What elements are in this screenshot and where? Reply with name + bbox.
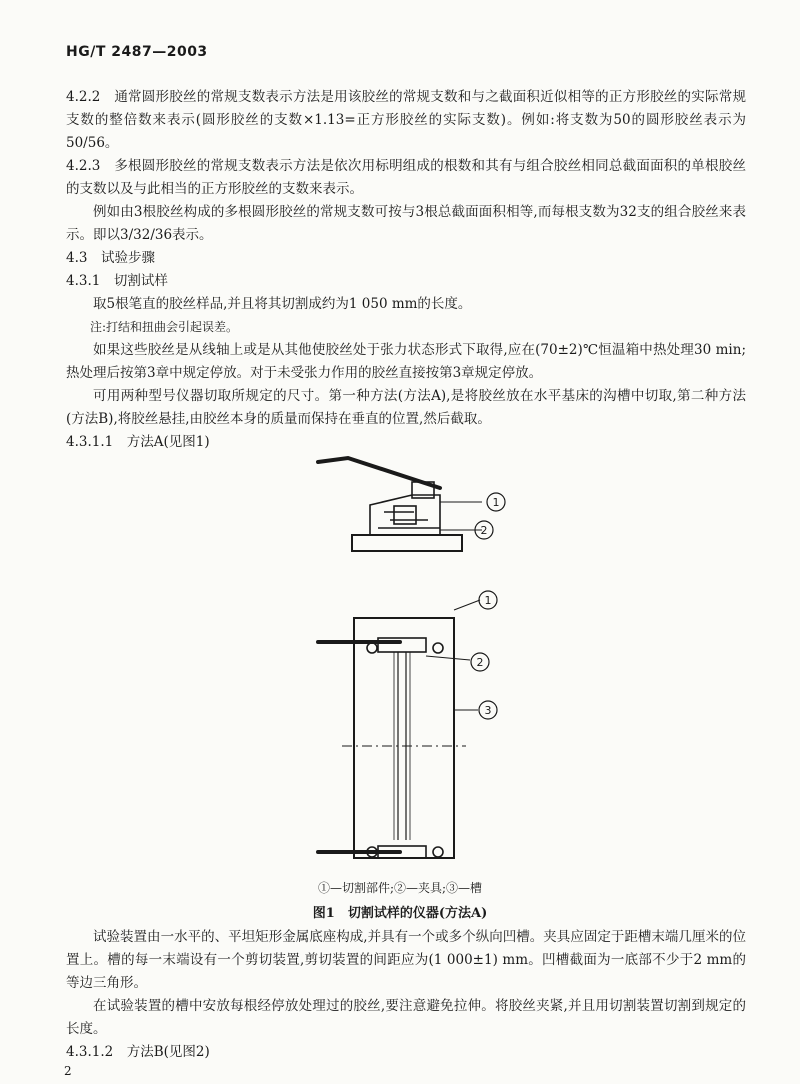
figure-1-apparatus-drawing [290, 450, 530, 870]
page-number: 2 [64, 1064, 72, 1078]
heat-treatment-paragraph: 如果这些胶丝是从线轴上或是从其他使胶丝处于张力状态形式下取得,应在(70±2)℃恒温箱中热处理30 min;热处理后按第3章中规定停放。对于未受张力作用的胶丝直接按第3章规定停放。 [66, 342, 746, 381]
figure-title: 图1 切割试样的仪器(方法A) [312, 906, 488, 921]
section-4-3-1-heading: 4.3.1 切割试样 [66, 273, 168, 289]
section-4-3-heading: 4.3 试验步骤 [66, 250, 155, 266]
device-description-paragraph: 试验装置由一水平的、平坦矩形金属底座构成,并具有一个或多个纵向凹槽。夹具应固定于距槽末端几厘米的位置上。槽的每一末端设有一个剪切装置,剪切装置的间距应为(1 000±1) mm。凹槽截面为一底部不少于2 mm的等边三角形。 [66, 929, 746, 991]
callout-label: 3 [484, 704, 492, 717]
callout-1-plan [479, 591, 497, 609]
section-4-3-1-2-heading: 4.3.1.2 方法B(见图2) [66, 1044, 210, 1060]
note: 注:打结和扭曲会引起误差。 [90, 320, 239, 334]
side-view [318, 458, 482, 551]
callout-3-plan [479, 701, 497, 719]
callout-label: 2 [480, 524, 488, 537]
callout-2-plan [471, 653, 489, 671]
figure-parts-caption: ①—切割部件;②—夹具;③—槽 [317, 881, 483, 895]
callout-label: 1 [492, 496, 500, 509]
paragraph-4-2-3: 4.2.3 多根圆形胶丝的常规支数表示方法是依次用标明组成的根数和其有与组合胶丝相同总截面面积的单根胶丝的支数以及与此相当的正方形胶丝的支数来表示。 [66, 158, 746, 197]
paragraph-4-2-2: 4.2.2 通常圆形胶丝的常规支数表示方法是用该胶丝的常规支数和与之截面积近似相等的正方形胶丝的实际常规支数的整倍数来表示(圆形胶丝的支数×1.13=正方形胶丝的实际支数)。例如:将支数为50的圆形胶丝表示为50/56。 [66, 89, 746, 151]
methods-paragraph: 可用两种型号仪器切取所规定的尺寸。第一种方法(方法A),是将胶丝放在水平基床的沟槽中切取,第二种方法(方法B),将胶丝悬挂,由胶丝本身的质量而保持在垂直的位置,然后截取。 [66, 388, 746, 427]
cut-sample-paragraph: 取5根笔直的胶丝样品,并且将其切割成约为1 050 mm的长度。 [93, 296, 472, 312]
example-paragraph: 例如由3根胶丝构成的多根圆形胶丝的常规支数可按与3根总截面面积相等,而每根支数为32支的组合胶丝来表示。即以3/32/36表示。 [66, 204, 746, 243]
placement-paragraph: 在试验装置的槽中安放每根经停放处理过的胶丝,要注意避免拉伸。将胶丝夹紧,并且用切割装置切割到规定的长度。 [66, 998, 746, 1037]
callout-1-top [487, 493, 505, 511]
callout-label: 2 [476, 656, 484, 669]
section-4-3-1-1-heading: 4.3.1.1 方法A(见图1) [66, 434, 210, 450]
plan-view [318, 600, 480, 858]
standard-code: HG/T 2487—2003 [66, 44, 208, 60]
callout-label: 1 [484, 594, 492, 607]
